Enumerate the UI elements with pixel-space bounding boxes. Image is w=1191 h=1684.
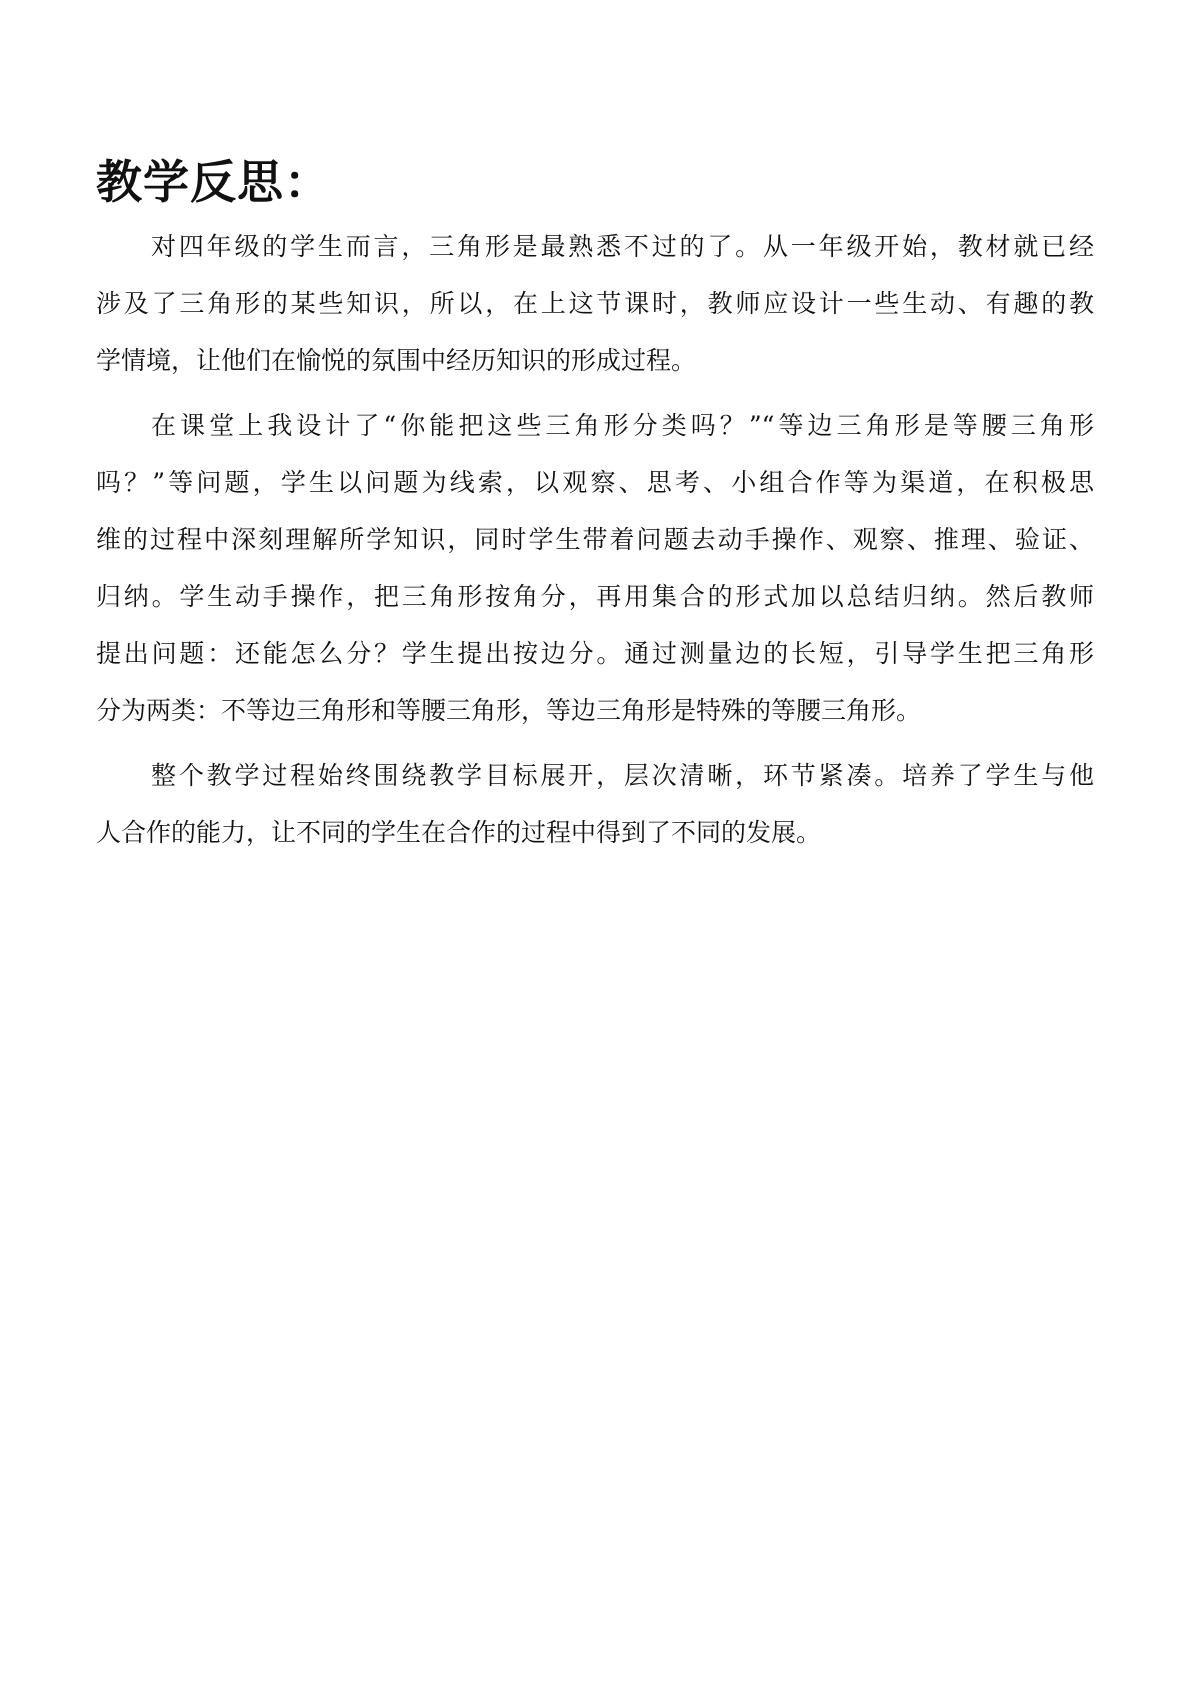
paragraph-line: 学情境，让他们在愉悦的氛围中经历知识的形成过程。 xyxy=(96,346,697,375)
document-title: 教学反思： xyxy=(96,155,331,209)
paragraph-3 xyxy=(96,747,1094,861)
paragraph-line: 在课堂上我设计了“你能把这些三角形分类吗？”“等边三角形是等腰三角形 xyxy=(151,411,1094,440)
paragraph-line: 整个教学过程始终围绕教学目标展开，层次清晰，环节紧凑。培养了学生与他 xyxy=(151,761,1094,790)
paragraph-1 xyxy=(96,218,1094,389)
paragraph-line: 对四年级的学生而言，三角形是最熟悉不过的了。从一年级开始，教材就已经 xyxy=(151,232,1094,261)
paragraph-line: 维的过程中深刻理解所学知识，同时学生带着问题去动手操作、观察、推理、验证、 xyxy=(96,525,1094,554)
paragraph-line: 分为两类：不等边三角形和等腰三角形，等边三角形是特殊的等腰三角形。 xyxy=(96,696,922,725)
paragraph-line: 提出问题：还能怎么分？学生提出按边分。通过测量边的长短，引导学生把三角形 xyxy=(96,639,1094,668)
paragraph-line: 涉及了三角形的某些知识，所以，在上这节课时，教师应设计一些生动、有趣的教 xyxy=(96,289,1094,318)
paragraph-line: 吗？”等问题，学生以问题为线索，以观察、思考、小组合作等为渠道，在积极思 xyxy=(96,468,1094,497)
paragraph-line: 人合作的能力，让不同的学生在合作的过程中得到了不同的发展。 xyxy=(96,818,822,847)
document-body xyxy=(96,218,1094,861)
paragraph-line: 归纳。学生动手操作，把三角形按角分，再用集合的形式加以总结归纳。然后教师 xyxy=(96,582,1094,611)
paragraph-2 xyxy=(96,397,1094,739)
